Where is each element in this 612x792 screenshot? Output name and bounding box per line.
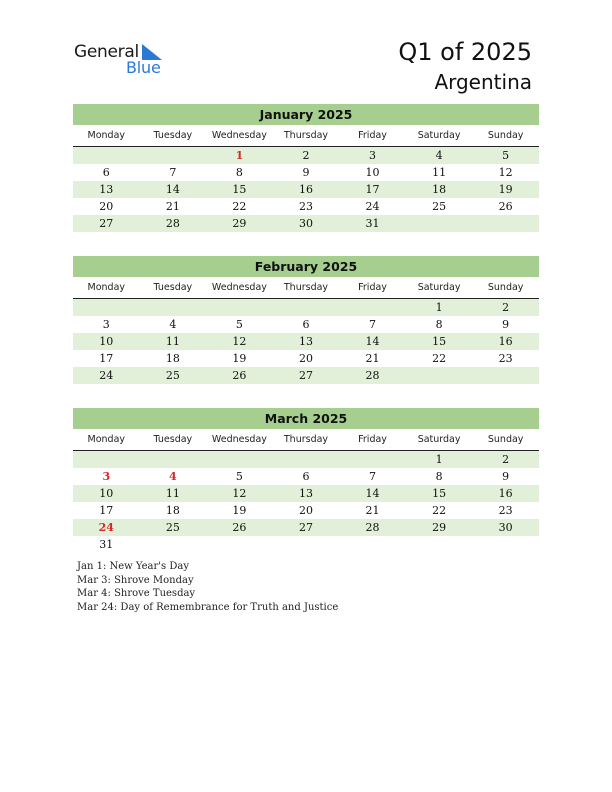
day-cell: 9 — [302, 166, 310, 179]
day-cell — [73, 451, 140, 468]
day-cell: 28 — [165, 217, 180, 230]
day-cell: 8 — [235, 166, 243, 179]
weekday-label: Wednesday — [211, 130, 267, 141]
day-cell: 7 — [369, 318, 377, 331]
day-cell: 11 — [432, 166, 447, 179]
holiday-day-cell: 4 — [169, 470, 177, 483]
week-row — [73, 299, 539, 316]
day-cell: 20 — [298, 504, 313, 517]
day-cell: 27 — [298, 521, 313, 534]
day-cell: 28 — [365, 369, 380, 382]
day-cell: 10 — [99, 335, 114, 348]
week-row — [73, 164, 539, 181]
day-cell: 25 — [165, 521, 180, 534]
day-cell — [206, 299, 273, 316]
day-cell: 19 — [232, 352, 247, 365]
day-cell: 16 — [298, 183, 313, 196]
day-cell: 12 — [232, 335, 247, 348]
day-cell: 5 — [502, 149, 510, 162]
month-header: February 2025 — [73, 256, 539, 277]
holiday-note: Mar 3: Shrove Monday — [77, 574, 194, 586]
week-row — [73, 198, 539, 215]
day-cell: 1 — [435, 301, 443, 314]
day-cell: 23 — [498, 352, 513, 365]
day-cell — [140, 536, 207, 553]
holiday-note: Jan 1: New Year's Day — [77, 561, 189, 572]
day-cell: 6 — [302, 318, 310, 331]
day-cell: 6 — [302, 470, 310, 483]
day-cell: 14 — [165, 183, 180, 196]
weekday-label: Wednesday — [211, 282, 267, 293]
week-row — [73, 468, 539, 485]
day-cell: 30 — [298, 217, 313, 230]
day-cell — [140, 299, 207, 316]
holiday-note: Mar 24: Day of Remembrance for Truth and Justice — [77, 601, 339, 613]
month-header: January 2025 — [73, 104, 539, 125]
day-cell: 22 — [432, 504, 447, 517]
day-cell: 29 — [232, 217, 247, 230]
day-cell: 15 — [432, 335, 447, 348]
week-row — [73, 519, 539, 536]
day-cell: 12 — [498, 166, 513, 179]
day-cell — [206, 536, 273, 553]
holiday-notes — [77, 560, 338, 614]
week-row — [73, 215, 539, 232]
week-row — [73, 485, 539, 502]
month-header: March 2025 — [73, 408, 539, 429]
day-cell — [339, 451, 406, 468]
weekday-label: Tuesday — [153, 130, 193, 141]
day-cell: 26 — [232, 521, 247, 534]
day-cell: 24 — [365, 200, 380, 213]
holiday-note: Mar 4: Shrove Tuesday — [77, 588, 196, 599]
day-cell: 14 — [365, 487, 380, 500]
day-cell: 12 — [232, 487, 247, 500]
weekday-label: Saturday — [417, 434, 461, 445]
day-cell — [406, 367, 473, 384]
day-cell: 23 — [298, 200, 313, 213]
week-row — [73, 502, 539, 519]
weekday-label: Sunday — [487, 130, 524, 141]
day-cell: 25 — [165, 369, 180, 382]
day-cell: 8 — [435, 318, 443, 331]
day-cell: 18 — [165, 352, 180, 365]
day-cell: 30 — [498, 521, 513, 534]
day-cell: 28 — [365, 521, 380, 534]
weekday-label: Friday — [358, 434, 387, 445]
day-cell: 15 — [432, 487, 447, 500]
day-cell: 26 — [232, 369, 247, 382]
day-cell: 1 — [435, 453, 443, 466]
day-cell: 10 — [99, 487, 114, 500]
day-cell — [406, 536, 473, 553]
day-cell: 11 — [165, 335, 180, 348]
day-cell: 18 — [432, 183, 447, 196]
day-cell: 26 — [498, 200, 513, 213]
week-row — [73, 451, 539, 468]
week-row — [73, 181, 539, 198]
day-cell — [140, 451, 207, 468]
week-row — [73, 316, 539, 333]
weekday-label: Monday — [87, 130, 126, 141]
weekday-label: Thursday — [283, 282, 329, 293]
day-cell: 4 — [435, 149, 443, 162]
day-cell: 16 — [498, 335, 513, 348]
month-calendar — [73, 104, 539, 232]
day-cell: 6 — [102, 166, 110, 179]
day-cell — [140, 147, 207, 164]
weekday-label: Tuesday — [153, 282, 193, 293]
day-cell: 3 — [102, 318, 110, 331]
day-cell — [339, 299, 406, 316]
day-cell: 13 — [298, 487, 313, 500]
weekday-label: Friday — [358, 130, 387, 141]
week-row — [73, 367, 539, 384]
day-cell — [472, 367, 539, 384]
day-cell: 31 — [365, 217, 380, 230]
holiday-day-cell: 1 — [235, 149, 244, 162]
day-cell: 2 — [302, 149, 310, 162]
weekday-header-row — [73, 432, 539, 451]
week-row — [73, 147, 539, 164]
day-cell: 22 — [432, 352, 447, 365]
day-cell: 21 — [365, 504, 380, 517]
holiday-day-cell: 24 — [98, 521, 114, 534]
holiday-day-cell: 3 — [102, 470, 111, 483]
weekday-label: Thursday — [283, 434, 329, 445]
logo — [74, 42, 174, 78]
day-cell — [339, 536, 406, 553]
weekday-label: Sunday — [487, 434, 524, 445]
day-cell — [472, 536, 539, 553]
day-cell: 18 — [165, 504, 180, 517]
logo-text-general: General — [74, 42, 139, 62]
week-row — [73, 536, 539, 553]
day-cell: 2 — [502, 453, 510, 466]
page-title: Q1 of 2025 — [398, 38, 532, 66]
day-cell: 17 — [99, 352, 114, 365]
day-cell: 22 — [232, 200, 247, 213]
weekday-label: Friday — [358, 282, 387, 293]
day-cell: 27 — [298, 369, 313, 382]
day-cell: 10 — [365, 166, 380, 179]
day-cell — [73, 147, 140, 164]
day-cell: 7 — [369, 470, 377, 483]
day-cell — [406, 215, 473, 232]
day-cell: 27 — [99, 217, 114, 230]
weekday-label: Saturday — [417, 130, 461, 141]
day-cell: 11 — [165, 487, 180, 500]
day-cell: 31 — [99, 538, 114, 551]
day-cell: 23 — [498, 504, 513, 517]
month-calendar — [73, 408, 539, 553]
day-cell — [472, 215, 539, 232]
week-row — [73, 350, 539, 367]
day-cell: 5 — [235, 470, 243, 483]
day-cell: 7 — [169, 166, 177, 179]
day-cell: 24 — [99, 369, 114, 382]
day-cell: 21 — [165, 200, 180, 213]
day-cell: 17 — [365, 183, 380, 196]
day-cell: 17 — [99, 504, 114, 517]
logo-text-blue: Blue — [126, 58, 161, 77]
day-cell: 16 — [498, 487, 513, 500]
day-cell: 29 — [432, 521, 447, 534]
day-cell — [273, 451, 340, 468]
day-cell: 5 — [235, 318, 243, 331]
weekday-label: Tuesday — [153, 434, 193, 445]
day-cell: 14 — [365, 335, 380, 348]
weekday-label: Sunday — [487, 282, 524, 293]
day-cell: 4 — [169, 318, 177, 331]
day-cell — [273, 536, 340, 553]
day-cell: 20 — [298, 352, 313, 365]
weekday-header-row — [73, 280, 539, 299]
weekday-label: Saturday — [417, 282, 461, 293]
weekday-header-row — [73, 128, 539, 147]
day-cell: 9 — [502, 470, 510, 483]
weekday-label: Thursday — [283, 130, 329, 141]
week-row — [73, 333, 539, 350]
weekday-label: Monday — [87, 282, 126, 293]
day-cell: 21 — [365, 352, 380, 365]
month-calendar — [73, 256, 539, 384]
day-cell: 9 — [502, 318, 510, 331]
weekday-label: Monday — [87, 434, 126, 445]
day-cell: 25 — [432, 200, 447, 213]
day-cell: 13 — [298, 335, 313, 348]
day-cell: 3 — [369, 149, 377, 162]
page-subtitle: Argentina — [434, 70, 532, 94]
day-cell: 19 — [232, 504, 247, 517]
day-cell: 2 — [502, 301, 510, 314]
day-cell — [206, 451, 273, 468]
day-cell — [273, 299, 340, 316]
day-cell: 15 — [232, 183, 247, 196]
day-cell — [73, 299, 140, 316]
day-cell: 19 — [498, 183, 513, 196]
day-cell: 20 — [99, 200, 114, 213]
day-cell: 8 — [435, 470, 443, 483]
weekday-label: Wednesday — [211, 434, 267, 445]
day-cell: 13 — [99, 183, 114, 196]
